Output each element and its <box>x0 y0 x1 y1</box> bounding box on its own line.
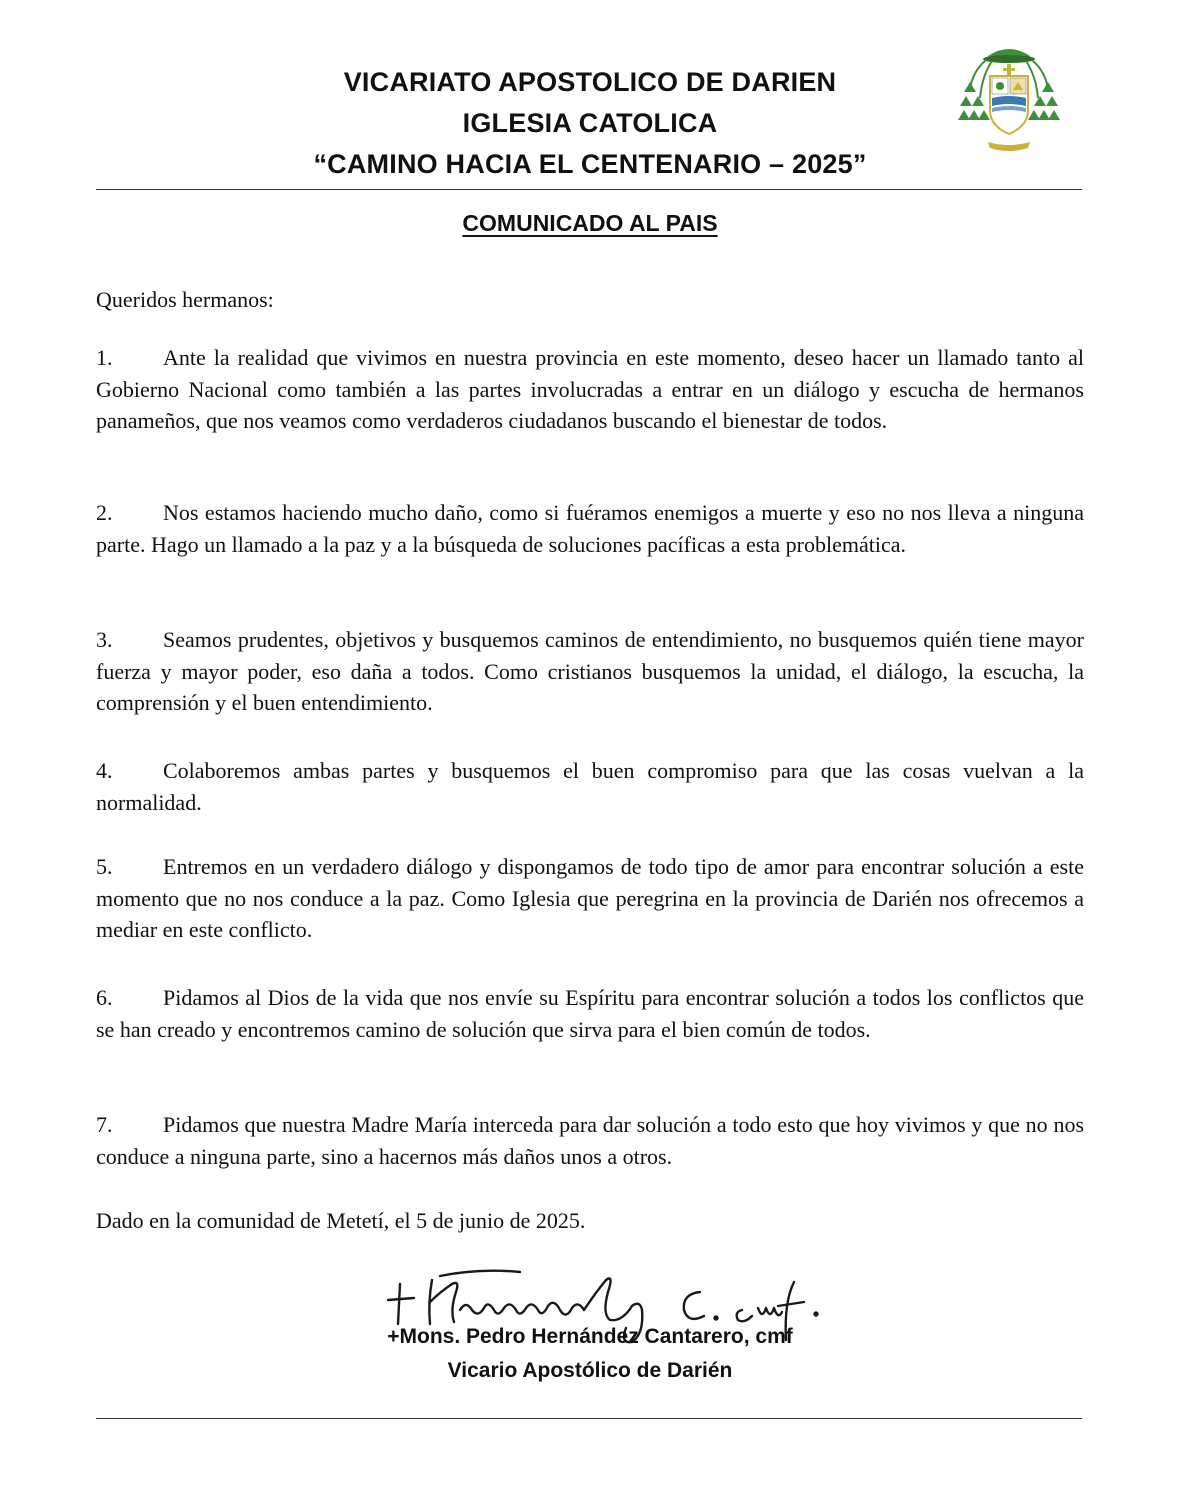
paragraph-number: 7. <box>96 1112 113 1137</box>
header-divider <box>96 189 1082 190</box>
paragraph-text: Nos estamos haciendo mucho daño, como si fuéramos enemigos a muerte y eso no nos lleva a ninguna parte. Hago un llamado a la paz y a la búsqueda de soluciones pacíficas a esta problemática. <box>96 500 1084 557</box>
paragraph-text: Colaboremos ambas partes y busquemos el buen compromiso para que las cosas vuelvan a la normalidad. <box>96 758 1084 815</box>
signer-name: +Mons. Pedro Hernández Cantarero, cmf <box>387 1325 793 1348</box>
paragraph-3 <box>96 624 1084 719</box>
paragraph-4 <box>96 755 1084 818</box>
paragraph-2 <box>96 497 1084 560</box>
paragraph-text: Pidamos al Dios de la vida que nos envíe su Espíritu para encontrar solución a todos los conflictos que se han creado y encontremos camino de solución que sirva para el bien común de todos. <box>96 985 1084 1042</box>
letterhead-line-2: IGLESIA CATOLICA <box>462 108 718 138</box>
signer-role: Vicario Apostólico de Darién <box>447 1359 733 1382</box>
letterhead-line-1: VICARIATO APOSTOLICO DE DARIEN <box>343 67 837 97</box>
paragraph-number: 6. <box>96 985 113 1010</box>
paragraph-1 <box>96 342 1084 437</box>
paragraph-5 <box>96 851 1084 946</box>
paragraph-number: 1. <box>96 345 113 370</box>
signer-block <box>330 1320 850 1388</box>
paragraph-text: Ante la realidad que vivimos en nuestra provincia en este momento, deseo hacer un llamado tanto al Gobierno Nacional como también a las partes involucradas a entrar en un diálogo y escucha de hermanos panameños, que nos veamos como verdaderos ciudadanos buscando el bienestar de todos. <box>96 345 1084 434</box>
paragraph-text: Pidamos que nuestra Madre María interceda para dar solución a todo esto que hoy vivimos y que no nos conduce a ninguna parte, sino a hacernos más daños unos a otros. <box>96 1112 1084 1169</box>
greeting: Queridos hermanos: <box>96 287 274 312</box>
paragraph-number: 2. <box>96 500 113 525</box>
footer-divider <box>96 1418 1082 1419</box>
closing-line: Dado en la comunidad de Metetí, el 5 de junio de 2025. <box>96 1208 586 1233</box>
paragraph-number: 4. <box>96 758 113 783</box>
document-title: COMUNICADO AL PAIS <box>462 210 718 236</box>
paragraph-text: Seamos prudentes, objetivos y busquemos caminos de entendimiento, no busquemos quién tiene mayor fuerza y mayor poder, eso daña a todos. Como cristianos busquemos la unidad, el diálogo, la escucha, la comprensión y el buen entendimiento. <box>96 627 1084 716</box>
paragraph-text: Entremos en un verdadero diálogo y dispongamos de todo tipo de amor para encontrar solución a este momento que no nos conduce a la paz. Como Iglesia que peregrina en la provincia de Darién nos ofrecemos a mediar en este conflicto. <box>96 854 1084 943</box>
paragraph-7 <box>96 1109 1084 1172</box>
paragraph-number: 3. <box>96 627 113 652</box>
paragraph-number: 5. <box>96 854 113 879</box>
letterhead-line-3: “CAMINO HACIA EL CENTENARIO – 2025” <box>313 149 867 179</box>
paragraph-6 <box>96 982 1084 1045</box>
coat-of-arms-icon <box>958 42 1060 158</box>
